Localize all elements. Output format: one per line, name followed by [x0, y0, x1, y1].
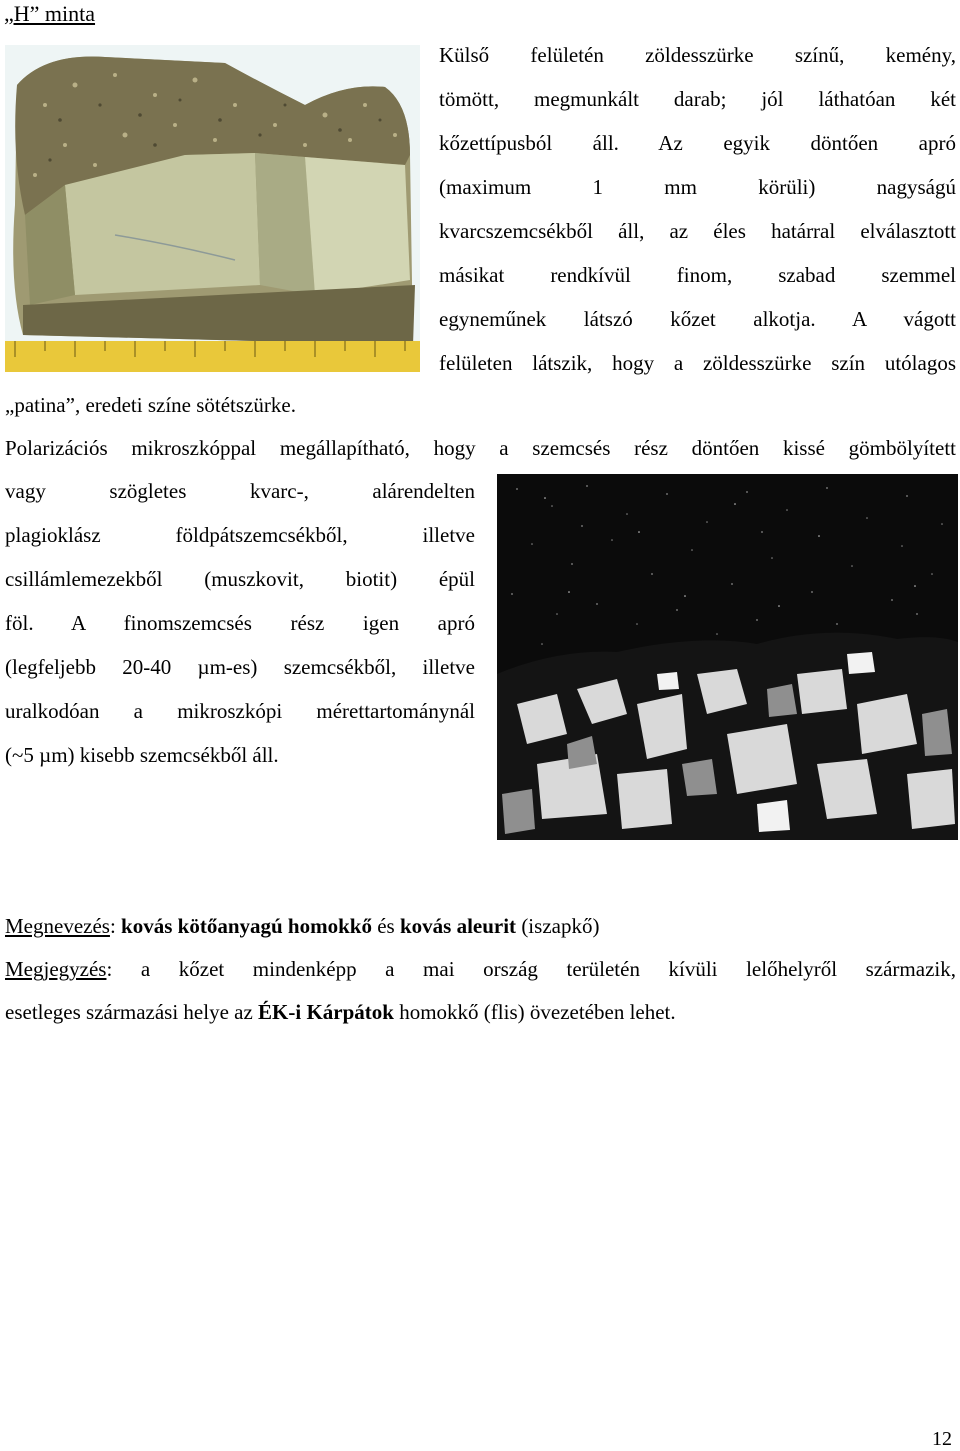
polarization-line: (legfeljebb 20-40 µm-es) szemcsékből, illetve [5, 655, 475, 679]
description-line: kőzettípusból áll. Az egyik döntően apró [439, 131, 956, 155]
polarization-line: uralkodóan a mikroszkópi mérettartománynál [5, 699, 475, 723]
description-line: egyneműnek látszó kőzet alkotja. A vágott [439, 307, 956, 331]
naming-paren: (iszapkő) [516, 914, 600, 938]
rock-name-1: kovás kötőanyagú homokkő [121, 914, 372, 938]
naming-label: Megnevezés [5, 914, 110, 938]
note-text-1: : a kőzet mindenképp a mai ország területén kívüli lelőhelyről származik, [106, 957, 956, 981]
note-line-2 [5, 997, 676, 1027]
note-text-2a: esetleges származási helye az [5, 1000, 259, 1024]
patina-line: „patina”, eredeti színe sötétszürke. [5, 393, 296, 417]
note-label: Megjegyzés [5, 957, 107, 981]
sample-title: „H” minta [4, 1, 96, 26]
description-line: (maximum 1 mm körüli) nagyságú [439, 175, 956, 199]
naming-line [5, 911, 599, 941]
polarization-line: vagy szögletes kvarc-, alárendelten [5, 479, 475, 503]
polarization-line: (~5 µm) kisebb szemcsékből áll. [5, 743, 279, 767]
note-line-1 [5, 954, 956, 984]
description-line: Külső felületén zöldesszürke színű, kemény, [439, 43, 956, 67]
microscope-photo [497, 474, 958, 840]
note-region: ÉK-i Kárpátok [258, 1000, 394, 1024]
rock-name-2: kovás aleurit [399, 914, 517, 938]
rock-sample-photo [5, 45, 420, 372]
polarization-line: Polarizációs mikroszkóppal megállapítható, hogy a szemcsés rész döntően kissé gömbölyített [5, 436, 956, 460]
naming-and: és [371, 914, 400, 938]
description-line: kvarcszemcsékből áll, az éles határral elválasztott [439, 219, 956, 243]
description-line: felületen látszik, hogy a zöldesszürke szín utólagos [439, 351, 956, 375]
description-line: másikat rendkívül finom, szabad szemmel [439, 263, 956, 287]
polarization-line: föl. A finomszemcsés rész igen apró [5, 611, 475, 635]
description-line: tömött, megmunkált darab; jól láthatóan két [439, 87, 956, 111]
naming-colon: : [109, 914, 122, 938]
polarization-line: plagioklász földpátszemcsékből, illetve [5, 523, 475, 547]
note-text-2b: homokkő (flis) övezetében lehet. [393, 1000, 676, 1024]
page-number: 12 [932, 1428, 952, 1450]
thin-section-illustration [497, 474, 958, 840]
polarization-line: csillámlemezekből (muszkovit, biotit) épül [5, 567, 475, 591]
rock-sample-illustration [5, 45, 420, 372]
